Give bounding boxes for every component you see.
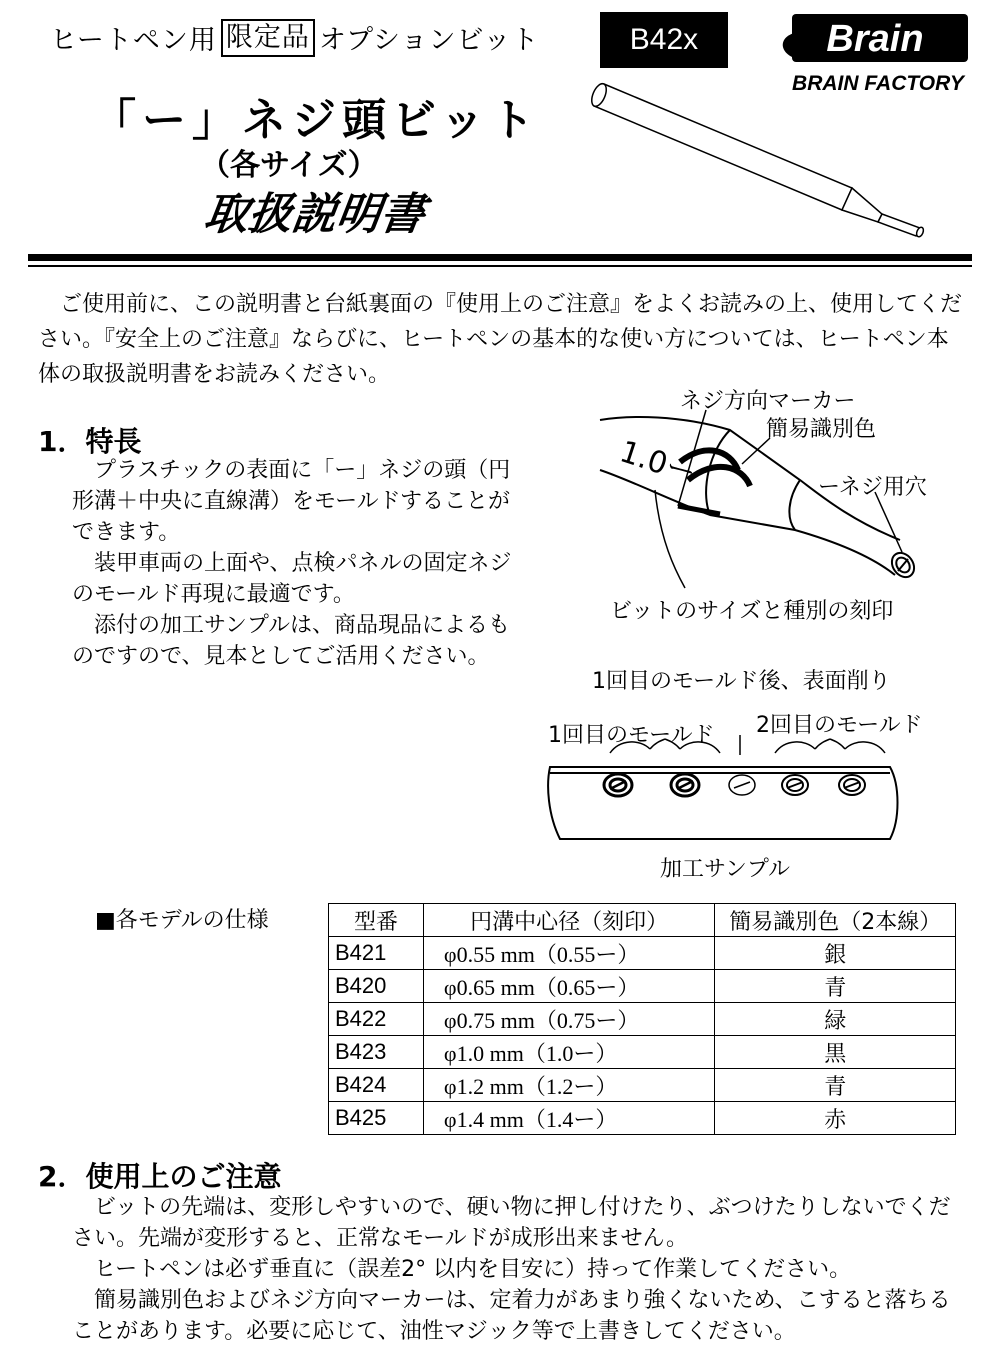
cell-color: 銀	[715, 937, 956, 970]
cell-model: B420	[329, 970, 424, 1003]
table-header-row	[329, 904, 956, 937]
spec-table	[328, 903, 956, 1135]
divider-thick	[28, 254, 972, 261]
table-row	[329, 970, 956, 1003]
cautions-body	[72, 1192, 972, 1347]
table-row	[329, 1036, 956, 1069]
logo-text: Brain	[826, 18, 924, 60]
intro-text: ご使用前に、この説明書と台紙裏面の『使用上のご注意』をよくお読みの上、使用してください。『安全上のご注意』ならびに、ヒートペンの基本的な使い方については、ヒートペン本体の取扱説明書をお読みください。	[38, 292, 963, 387]
label-first-mold: 1回目のモールド	[548, 723, 715, 748]
label-second-mold: 2回目のモールド	[756, 713, 923, 738]
cell-color: 黒	[715, 1036, 956, 1069]
column-header: 型番	[329, 904, 424, 937]
caution-paragraph: ヒートペンは必ず垂直に（誤差2° 以内を目安に）持って作業してください。	[94, 1257, 852, 1282]
cautions-heading: 2．使用上のご注意	[38, 1160, 282, 1193]
column-header: 円溝中心径（刻印）	[423, 904, 715, 937]
page-subtitle: （各サイズ）	[200, 148, 378, 183]
features-paragraph: プラスチックの表面に「ー」ネジの頭（円形溝＋中央に直線溝）をモールドすることができます。	[72, 458, 511, 545]
cell-model: B421	[329, 937, 424, 970]
divider-thin	[28, 265, 972, 267]
bit-engraving: 1.0ー	[615, 434, 701, 492]
header-prefix: ヒートペン用	[50, 25, 217, 56]
cell-color: 青	[715, 1069, 956, 1102]
column-header: 簡易識別色（2本線）	[715, 904, 956, 937]
table-row	[329, 1003, 956, 1036]
cell-diameter: φ0.65 mm（0.65ー）	[423, 970, 715, 1003]
cell-model: B423	[329, 1036, 424, 1069]
label-id-color: 簡易識別色	[766, 417, 877, 442]
cell-color: 緑	[715, 1003, 956, 1036]
company-name: BRAIN FACTORY	[792, 72, 964, 95]
features-paragraph: 装甲車両の上面や、点検パネルの固定ネジのモールド再現に最適です。	[72, 551, 512, 607]
cell-diameter: φ1.4 mm（1.4ー）	[423, 1102, 715, 1135]
features-heading: 1．特長	[38, 425, 142, 458]
limited-badge: 限定品	[221, 19, 315, 57]
cell-diameter: φ0.55 mm（0.55ー）	[423, 937, 715, 970]
sample-caption: 加工サンプル	[660, 857, 791, 882]
label-screw-hole: ーネジ用穴	[818, 475, 927, 500]
table-row	[329, 937, 956, 970]
page-title: 「ー」ネジ頭ビット	[92, 95, 541, 146]
product-code: B42x	[600, 12, 728, 68]
cell-diameter: φ1.0 mm（1.0ー）	[423, 1036, 715, 1069]
header-suffix: オプションビット	[318, 25, 540, 56]
label-direction-marker: ネジ方向マーカー	[680, 389, 856, 414]
manual-title: 取扱説明書	[200, 189, 428, 240]
caution-paragraph: 簡易識別色およびネジ方向マーカーは、定着力があまり強くないため、こすると落ちることがあります。必要に応じて、油性マジック等で上書きしてください。	[72, 1288, 951, 1344]
color-band	[688, 467, 750, 486]
header-line	[50, 18, 539, 57]
label-engraving: ビットのサイズと種別の刻印	[610, 599, 894, 624]
table-row	[329, 1102, 956, 1135]
cell-model: B424	[329, 1069, 424, 1102]
label-after-first: 1回目のモールド後、表面削り	[592, 669, 891, 694]
caution-paragraph: ビットの先端は、変形しやすいので、硬い物に押し付けたり、ぶつけたりしないでください。先端が変形すると、正常なモールドが成形出来ません。	[72, 1195, 951, 1251]
bit-illustration-small	[590, 70, 940, 245]
cell-color: 青	[715, 970, 956, 1003]
cell-diameter: φ1.2 mm（1.2ー）	[423, 1069, 715, 1102]
sample-piece-diagram	[540, 735, 920, 845]
cell-diameter: φ0.75 mm（0.75ー）	[423, 1003, 715, 1036]
spec-heading: ■各モデルの仕様	[95, 908, 269, 933]
cell-model: B422	[329, 1003, 424, 1036]
cell-color: 赤	[715, 1102, 956, 1135]
direction-marker	[678, 506, 720, 514]
features-paragraph: 添付の加工サンプルは、商品現品によるものですので、見本としてご活用ください。	[72, 613, 511, 669]
features-body	[72, 455, 524, 672]
table-row	[329, 1069, 956, 1102]
cell-model: B425	[329, 1102, 424, 1135]
